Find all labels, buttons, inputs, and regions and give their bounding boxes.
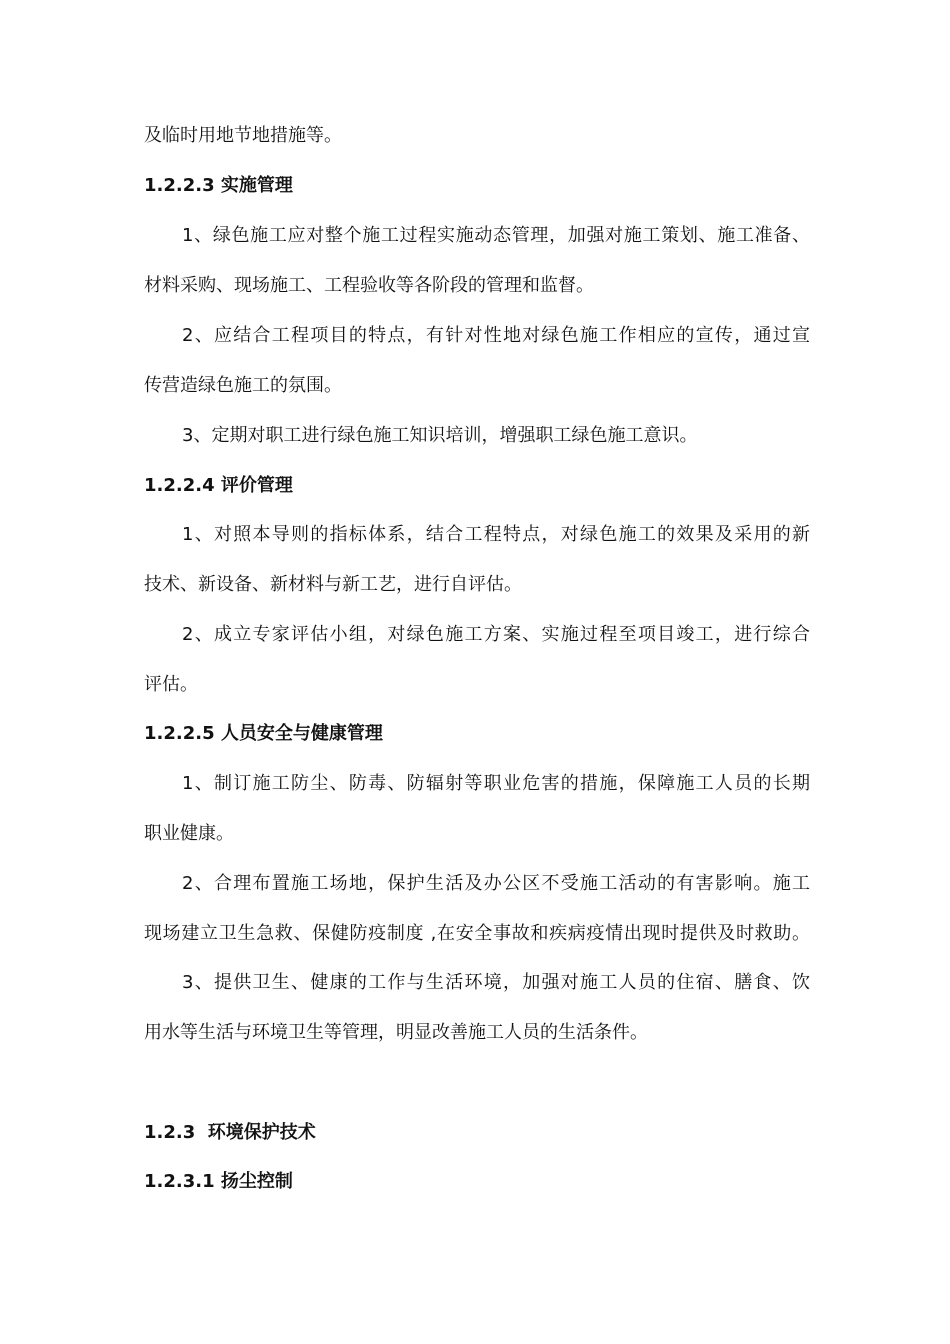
paragraph-line: 用水等生活与环境卫生等管理，明显改善施工人员的生活条件。 [144, 1022, 648, 1043]
paragraph-line: 2、合理布置施工场地，保护生活及办公区不受施工活动的有害影响。施工 [182, 873, 810, 894]
section-heading-1-2-2-3: 1.2.2.3 实施管理 [144, 175, 293, 196]
paragraph-line: 现场建立卫生急救、保健防疫制度 ,在安全事故和疾病疫情出现时提供及时救助。 [144, 923, 810, 944]
section-heading-1-2-2-5: 1.2.2.5 人员安全与健康管理 [144, 723, 383, 744]
paragraph-line: 2、应结合工程项目的特点，有针对性地对绿色施工作相应的宣传，通过宣 [182, 325, 810, 346]
paragraph-line: 3、定期对职工进行绿色施工知识培训，增强职工绿色施工意识。 [182, 425, 698, 446]
paragraph-line: 3、提供卫生、健康的工作与生活环境，加强对施工人员的住宿、膳食、饮 [182, 972, 810, 993]
paragraph-line: 2、成立专家评估小组，对绿色施工方案、实施过程至项目竣工，进行综合 [182, 624, 810, 645]
paragraph-line: 及临时用地节地措施等。 [144, 125, 342, 146]
section-heading-1-2-2-4: 1.2.2.4 评价管理 [144, 475, 293, 496]
paragraph-line: 材料采购、现场施工、工程验收等各阶段的管理和监督。 [144, 275, 594, 296]
paragraph-line: 1、制订施工防尘、防毒、防辐射等职业危害的措施，保障施工人员的长期 [182, 773, 810, 794]
paragraph-line: 1、对照本导则的指标体系，结合工程特点，对绿色施工的效果及采用的新 [182, 524, 810, 545]
section-heading-1-2-3: 1.2.3 环境保护技术 [144, 1122, 316, 1143]
paragraph-line: 传营造绿色施工的氛围。 [144, 375, 342, 396]
paragraph-line: 技术、新设备、新材料与新工艺，进行自评估。 [144, 574, 522, 595]
paragraph-line: 1、绿色施工应对整个施工过程实施动态管理，加强对施工策划、施工准备、 [182, 225, 810, 246]
paragraph-line: 评估。 [144, 674, 198, 695]
paragraph-line: 职业健康。 [144, 823, 234, 844]
section-heading-1-2-3-1: 1.2.3.1 扬尘控制 [144, 1171, 293, 1192]
